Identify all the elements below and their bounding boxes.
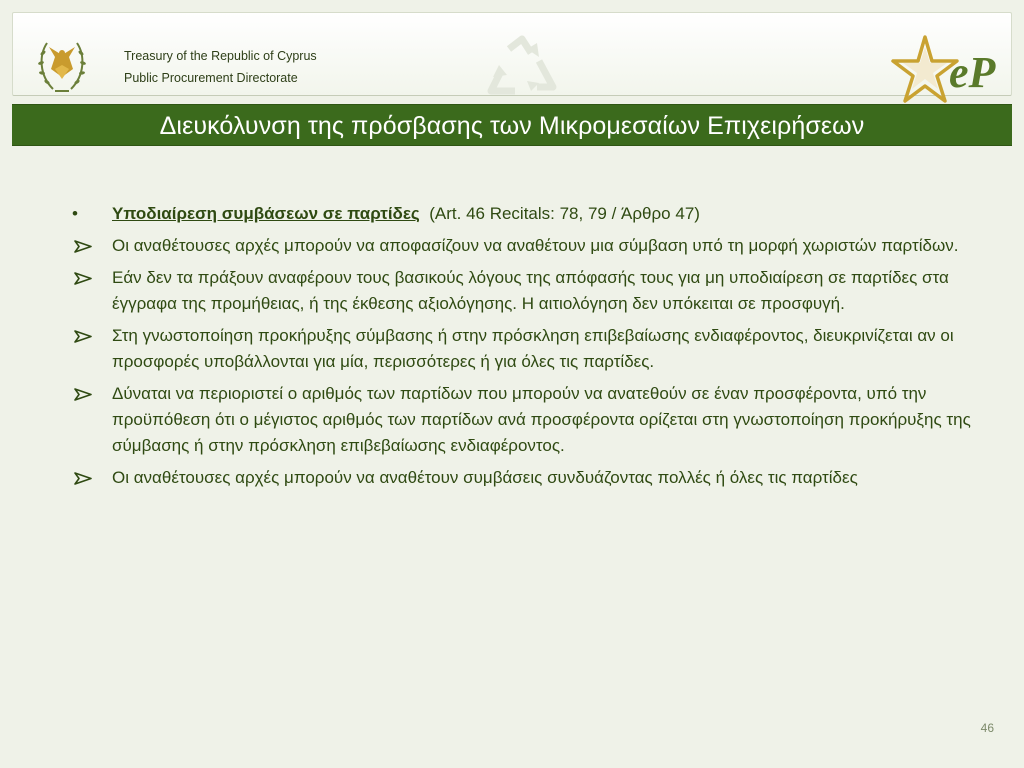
arrow-bullet-icon <box>74 272 92 285</box>
lead-label: Υποδιαίρεση συμβάσεων σε παρτίδες <box>112 204 420 223</box>
list-item-text: Εάν δεν τα πράξουν αναφέρουν τους βασικούς λόγους της απόφασής τους για μη υποδιαίρεση σε παρτίδες στα έγγραφα της προμήθειας, ή της έκθεσης αξιολόγησης. Η αιτιολόγηση δεν υπόκειται σε προσφυγή. <box>112 268 949 313</box>
arrow-bullet-icon <box>74 388 92 401</box>
list-item <box>72 323 972 375</box>
title-bar <box>12 104 1012 146</box>
recycle-watermark-icon <box>479 35 565 101</box>
list-item-text: Δύναται να περιοριστεί ο αριθμός των παρτίδων που μπορούν να ανατεθούν σε έναν προσφέροντα, υπό την προϋπόθεση ότι ο μέγιστος αριθμός των παρτίδων ανά προσφέροντα ορίζεται στη γνωστοποίηση προκήρυξης της σύμβασης ή στην πρόσκληση επιβεβαίωσης ενδιαφέροντος. <box>112 384 971 455</box>
org-name <box>124 45 317 89</box>
ep-logo <box>891 33 1015 105</box>
list-item-text: Οι αναθέτουσες αρχές μπορούν να αναθέτουν συμβάσεις συνδυάζοντας πολλές ή όλες τις παρτίδες <box>112 468 858 487</box>
arrow-bullet-icon <box>74 330 92 343</box>
header-bar <box>12 12 1012 96</box>
list-item <box>72 381 972 459</box>
content-area <box>72 201 972 497</box>
cyprus-emblem-icon <box>33 35 91 99</box>
list-item <box>72 265 972 317</box>
list-item-text: Στη γνωστοποίηση προκήρυξης σύμβασης ή στην πρόσκληση επιβεβαίωσης ενδιαφέροντος, διευκρινίζεται αν οι προσφορές υποβάλλονται για μία, περισσότερες ή για όλες τις παρτίδες. <box>112 326 954 371</box>
page-number: 46 <box>980 721 994 735</box>
list-item <box>72 465 972 491</box>
bullet-dot: • <box>72 204 78 223</box>
list-item <box>72 233 972 259</box>
list-item-text: Οι αναθέτουσες αρχές μπορούν να αποφασίζουν να αναθέτουν μια σύμβαση υπό τη μορφή χωριστών παρτίδων. <box>112 236 959 255</box>
lead-reference: (Art. 46 Recitals: 78, 79 / Άρθρο 47) <box>429 204 700 223</box>
star-icon <box>893 37 957 101</box>
page-title: Διευκόλυνση της πρόσβασης των Μικρομεσαίων Επιχειρήσεων <box>159 112 865 140</box>
org-line-treasury: Treasury of the Republic of Cyprus <box>124 49 317 63</box>
lead-item <box>72 201 972 227</box>
arrow-bullet-icon <box>74 240 92 253</box>
ep-logo-text: eP <box>949 48 996 97</box>
org-line-directorate: Public Procurement Directorate <box>124 71 298 85</box>
arrow-bullet-icon <box>74 472 92 485</box>
